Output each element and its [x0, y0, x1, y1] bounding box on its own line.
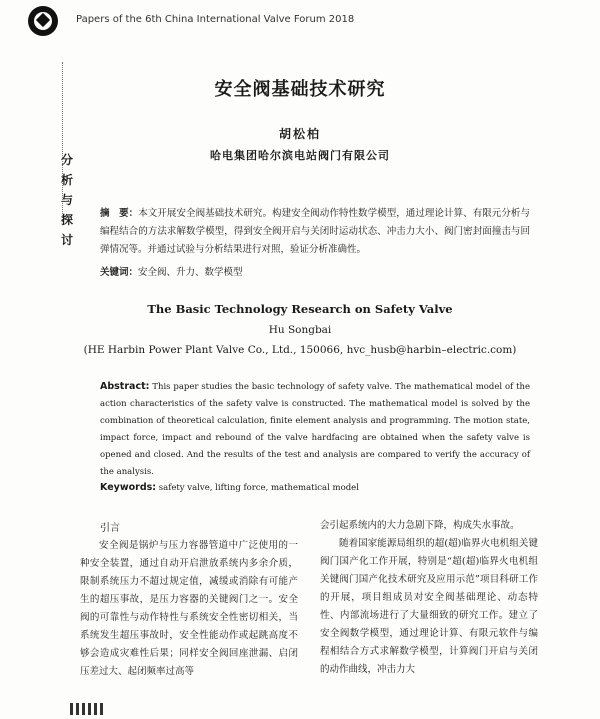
section-title: 引言: [100, 523, 120, 534]
keywords-label-en: Keywords:: [100, 482, 157, 493]
keywords-text-en: safety valve, lifting force, mathematical model: [158, 483, 359, 493]
running-head: Papers of the 6th China International Valve Forum 2018: [76, 14, 355, 25]
side-char: 探: [60, 213, 73, 227]
abstract-cn: [100, 205, 530, 259]
keywords-en: [100, 482, 530, 493]
keywords-label-cn: 关键词：: [100, 267, 139, 278]
forum-logo-icon: [28, 6, 58, 36]
abstract-text-cn: 本文开展安全阀基础技术研究。构建安全阀动作特性数学模型，通过理论计算、有限元分析与编程结合的方法求解数学模型，得到安全阀开启与关闭时运动状态、冲击力大小、阀门密封面撞击与回弹情况等。并通过试验与分析结果进行对照，验证分析准确性。: [100, 208, 530, 255]
abstract-text-en: This paper studies the basic technology of safety valve. The mathematical model of the action characteristics of the safety valve is constructed. The mathematical model is solved by the combination of theoretical calculation, finite element analysis and programming. The motion state, impact force, impact and rebound of the valve hardfacing are obtained when the safety valve is opened and closed. And the results of the test and analysis are compared to verify the accuracy of the analysis.: [100, 382, 530, 477]
abstract-label-en: Abstract:: [100, 381, 150, 392]
side-char: 与: [60, 193, 73, 207]
paragraph: 安全阀是锅炉与压力容器管道中广泛使用的一种安全装置，通过自动开启泄放系统内多余介质，限制系统压力不超过规定值，减缓或消除有可能产生的超压事故，是压力容器的关键阀门之一。安全阀的可靠性与动作特性与系统安全性密切相关，当系统发生超压事故时，安全性能动作或起跳高度不够会造成灾难性后果；同样安全阀回座泄漏、启闭压差过大、起闭频率过高等: [80, 540, 298, 677]
paper-title-en: The Basic Technology Research on Safety Valve: [147, 302, 453, 316]
abstract-label-cn: 摘 要：: [100, 208, 139, 219]
keywords-cn: [100, 264, 530, 278]
paragraph: 会引起系统内的大力急剧下降，构成失水事故。: [320, 520, 520, 531]
page-barcode-mark: [70, 700, 140, 714]
side-section-label: [60, 150, 74, 250]
keywords-text-cn: 安全阀、升力、数学模型: [138, 267, 243, 278]
side-char: 分: [60, 153, 73, 167]
author-cn: 胡松柏: [278, 127, 321, 141]
paragraph: 随着国家能源局组织的超(超)临界火电机组关键阀门国产化工作开展，特别是“超(超)临界火电机组关键阀门国产化技术研究及应用示范”项目科研工作的开展，项目组成员对安全阀基础理论、动态特性、内部流场进行了大量细致的研究工作。建立了安全阀数学模型，通过理论计算、有限元软件与编程相结合方式求解数学模型，计算阀门开启与关闭的动作曲线，冲击力大: [320, 538, 538, 675]
author-en: Hu Songbai: [268, 324, 332, 336]
abstract-en: [100, 378, 530, 481]
paper-title-cn: 安全阀基础技术研究: [214, 79, 386, 100]
affiliation-cn: 哈电集团哈尔滨电站阀门有限公司: [210, 149, 390, 162]
affiliation-en: (HE Harbin Power Plant Valve Co., Ltd., 150066, hvc_husb@harbin–electric.com): [83, 344, 517, 356]
body-column-left: [80, 537, 298, 681]
body-column-right: [320, 517, 538, 679]
side-char: 讨: [60, 233, 73, 247]
side-char: 析: [60, 173, 73, 187]
